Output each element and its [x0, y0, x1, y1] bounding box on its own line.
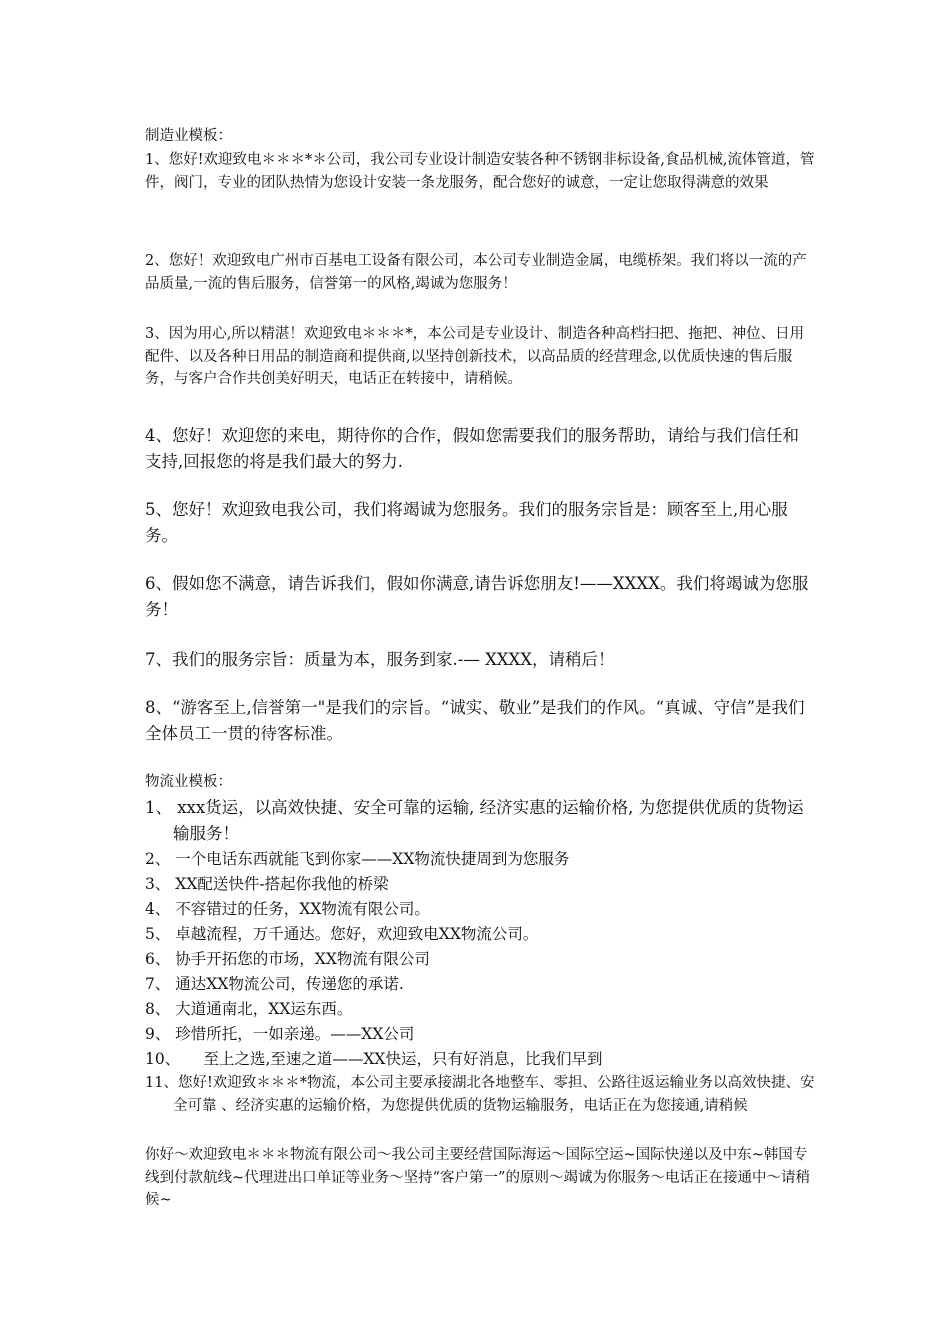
logistics-item-8: 8、 大道通南北，XX运东西。 [145, 1000, 353, 1018]
manufacturing-item-6: 6、假如您不满意，请告诉我们，假如你满意,请告诉您朋友!——XXXX。我们将竭诚为您服务！ [145, 574, 809, 619]
manufacturing-heading: 制造业模板： [145, 128, 232, 144]
logistics-item-2: 2、 一个电话东西就能飞到你家——XX物流快捷周到为您服务 [145, 850, 570, 868]
manufacturing-item-8: 8、“游客至上,信誉第一"是我们的宗旨。“诚实、敬业”是我们的作风。“真诚、守信”是我们全体员工一贯的待客标准。 [145, 698, 805, 743]
logistics-item-4: 4、 不容错过的任务，XX物流有限公司。 [145, 900, 430, 918]
logistics-item-7: 7、 通达XX物流公司，传递您的承诺. [145, 975, 404, 993]
manufacturing-item-7: 7、我们的服务宗旨：质量为本，服务到家.-— XXXX，请稍后！ [145, 650, 615, 669]
logistics-closing: 你好～欢迎致电＊＊＊物流有限公司～我公司主要经营国际海运～国际空运~国际快递以及中东~韩国专线到付款航线~代理进出口单证等业务～坚持“客户第一”的原则～竭诚为你服务～电话正在接通中～请稍候~ [145, 1147, 810, 1208]
manufacturing-item-4: 4、您好！欢迎您的来电，期待你的合作，假如您需要我们的服务帮助，请给与我们信任和支持,回报您的将是我们最大的努力. [145, 426, 799, 471]
logistics-item-11: 11、您好!欢迎致＊＊＊*物流，本公司主要承接湖北各地整车、零担、公路往返运输业务以高效快捷、安全可靠 、经济实惠的运输价格，为您提供优质的货物运输服务，电话正在为您接通,请稍候 [145, 1075, 815, 1114]
logistics-item-6: 6、 协手开拓您的市场，XX物流有限公司 [145, 950, 430, 968]
logistics-item-1: 1、 xxx货运，以高效快捷、安全可靠的运输, 经济实惠的运输价格, 为您提供优质的货物运输服务！ [145, 798, 804, 843]
manufacturing-item-1: 1、您好!欢迎致电＊＊＊*＊公司，我公司专业设计制造安装各种不锈钢非标设备,食品机械,流体管道，管件，阀门，专业的团队热情为您设计安装一条龙服务，配合您好的诚意，一定让您取得满意的效果 [145, 152, 815, 191]
logistics-item-9: 9、 珍惜所托，一如亲递。——XX公司 [145, 1025, 415, 1043]
manufacturing-item-5: 5、您好！欢迎致电我公司，我们将竭诚为您服务。我们的服务宗旨是：顾客至上,用心服务。 [145, 500, 788, 545]
logistics-list [145, 795, 815, 1117]
manufacturing-item-2: 2、您好！欢迎致电广州市百基电工设备有限公司，本公司专业制造金属，电缆桥架。我们将以一流的产品质量,一流的售后服务，信誉第一的风格,竭诚为您服务！ [145, 253, 807, 292]
logistics-item-10: 10、 至上之选,至速之道——XX快运，只有好消息，比我们早到 [145, 1050, 603, 1068]
logistics-item-3: 3、 XX配送快件-搭起你我他的桥梁 [145, 875, 389, 893]
manufacturing-item-3: 3、因为用心,所以精湛！欢迎致电＊＊＊*，本公司是专业设计、制造各种高档扫把、拖把、神位、日用配件、以及各种日用品的制造商和提供商,以坚持创新技术，以高品质的经营理念,以优质快速的售后服务，与客户合作共创美好明天，电话正在转接中，请稍候。 [145, 326, 805, 387]
logistics-heading: 物流业模板： [145, 774, 232, 790]
logistics-item-5: 5、 卓越流程，万千通达。您好，欢迎致电XX物流公司。 [145, 925, 539, 943]
